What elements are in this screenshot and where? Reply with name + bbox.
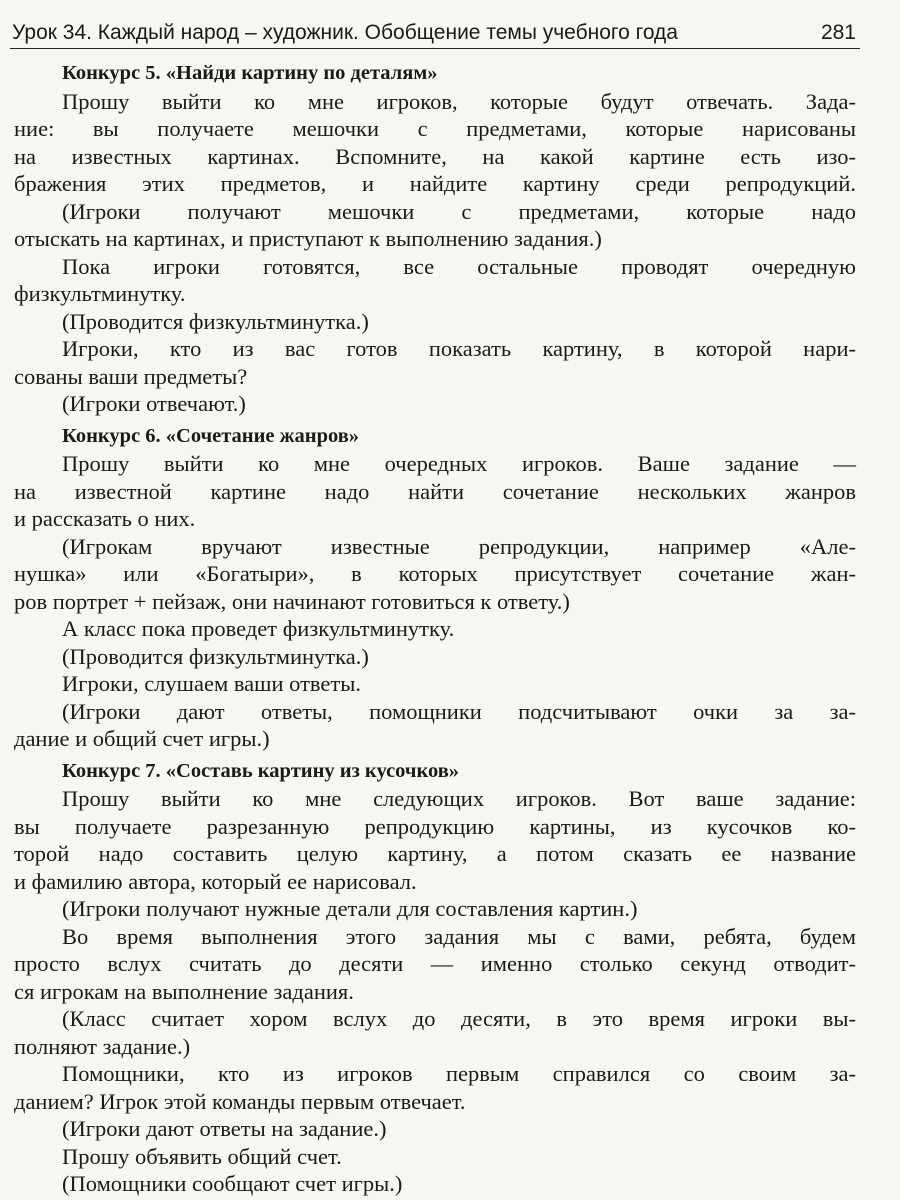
text-line: сованы ваши предметы? — [14, 363, 248, 389]
text-line: Прошу объявить общий счет. — [62, 1143, 342, 1169]
text-line: на известной картине надо найти сочетание нескольких жанров — [14, 478, 856, 504]
text-line: (Помощники сообщают счет игры.) — [62, 1171, 403, 1196]
text-line: (Игроки получают мешочки с предметами, которые надо — [62, 198, 856, 224]
text-line: на известных картинах. Вспомните, на какой картине есть изо- — [14, 143, 856, 169]
text-line: и фамилию автора, который ее нарисовал. — [14, 868, 417, 894]
text-line: и рассказать о них. — [14, 506, 196, 531]
text-line: Во время выполнения этого задания мы с вами, ребята, будем — [62, 923, 856, 949]
section-heading: Конкурс 7. «Составь картину из кусочков» — [62, 759, 460, 782]
text-line: отыскать на картинах, и приступают к выполнению задания.) — [14, 226, 602, 251]
text-line: (Проводится физкультминутка.) — [62, 643, 369, 669]
body-text — [14, 60, 856, 1198]
text-line: Пока игроки готовятся, все остальные проводят очередную — [62, 253, 856, 279]
text-line: данием? Игрок этой команды первым отвечает. — [14, 1088, 466, 1114]
text-line: дание и общий счет игры.) — [14, 726, 270, 751]
running-title: Урок 34. Каждый народ – художник. Обобщение темы учебного года — [12, 21, 678, 44]
text-line: нушка» или «Богатыри», в которых присутствует сочетание жан- — [14, 561, 856, 586]
text-line: торой надо составить целую картину, а потом сказать ее название — [14, 841, 856, 866]
page-header — [12, 18, 856, 48]
text-line: вы получаете разрезанную репродукцию картины, из кусочков ко- — [14, 813, 856, 839]
text-line: физкультминутку. — [14, 281, 186, 306]
text-line: А класс пока проведет физкультминутку. — [62, 616, 455, 641]
text-line: бражения этих предметов, и найдите картину среди репродукций. — [14, 171, 856, 196]
section-heading: Конкурс 5. «Найди картину по деталям» — [62, 62, 438, 84]
text-line: просто вслух считать до десяти — именно столько секунд отводит- — [14, 951, 856, 976]
text-line: (Проводится физкультминутка.) — [62, 308, 369, 334]
text-line: (Игроки получают нужные детали для составления картин.) — [62, 896, 638, 921]
text-line: Помощники, кто из игроков первым справился со своим за- — [62, 1061, 856, 1086]
header-rule — [10, 48, 860, 49]
text-line: Прошу выйти ко мне игроков, которые будут отвечать. Зада- — [62, 88, 856, 114]
text-line: (Игрокам вручают известные репродукции, например «Але- — [62, 533, 856, 559]
text-line: Игроки, слушаем ваши ответы. — [62, 671, 361, 696]
text-line: Прошу выйти ко мне следующих игроков. Вот ваше задание: — [62, 786, 856, 811]
text-line: (Игроки дают ответы на задание.) — [62, 1116, 387, 1141]
text-line: ся игрокам на выполнение задания. — [14, 978, 354, 1004]
text-line: (Игроки отвечают.) — [62, 391, 246, 416]
text-line: (Игроки дают ответы, помощники подсчитывают очки за за- — [62, 698, 856, 724]
text-line: полняют задание.) — [14, 1033, 191, 1059]
text-line: (Класс считает хором вслух до десяти, в это время игроки вы- — [62, 1006, 856, 1031]
page-number: 281 — [820, 21, 856, 44]
text-line: Прошу выйти ко мне очередных игроков. Ваше задание — — [62, 451, 856, 476]
text-line: Игроки, кто из вас готов показать картину, в которой нари- — [62, 336, 856, 361]
text-line: ров портрет + пейзаж, они начинают готовиться к ответу.) — [14, 588, 570, 614]
section-heading: Конкурс 6. «Сочетание жанров» — [62, 424, 360, 447]
text-line: ние: вы получаете мешочки с предметами, которые нарисованы — [14, 116, 856, 141]
